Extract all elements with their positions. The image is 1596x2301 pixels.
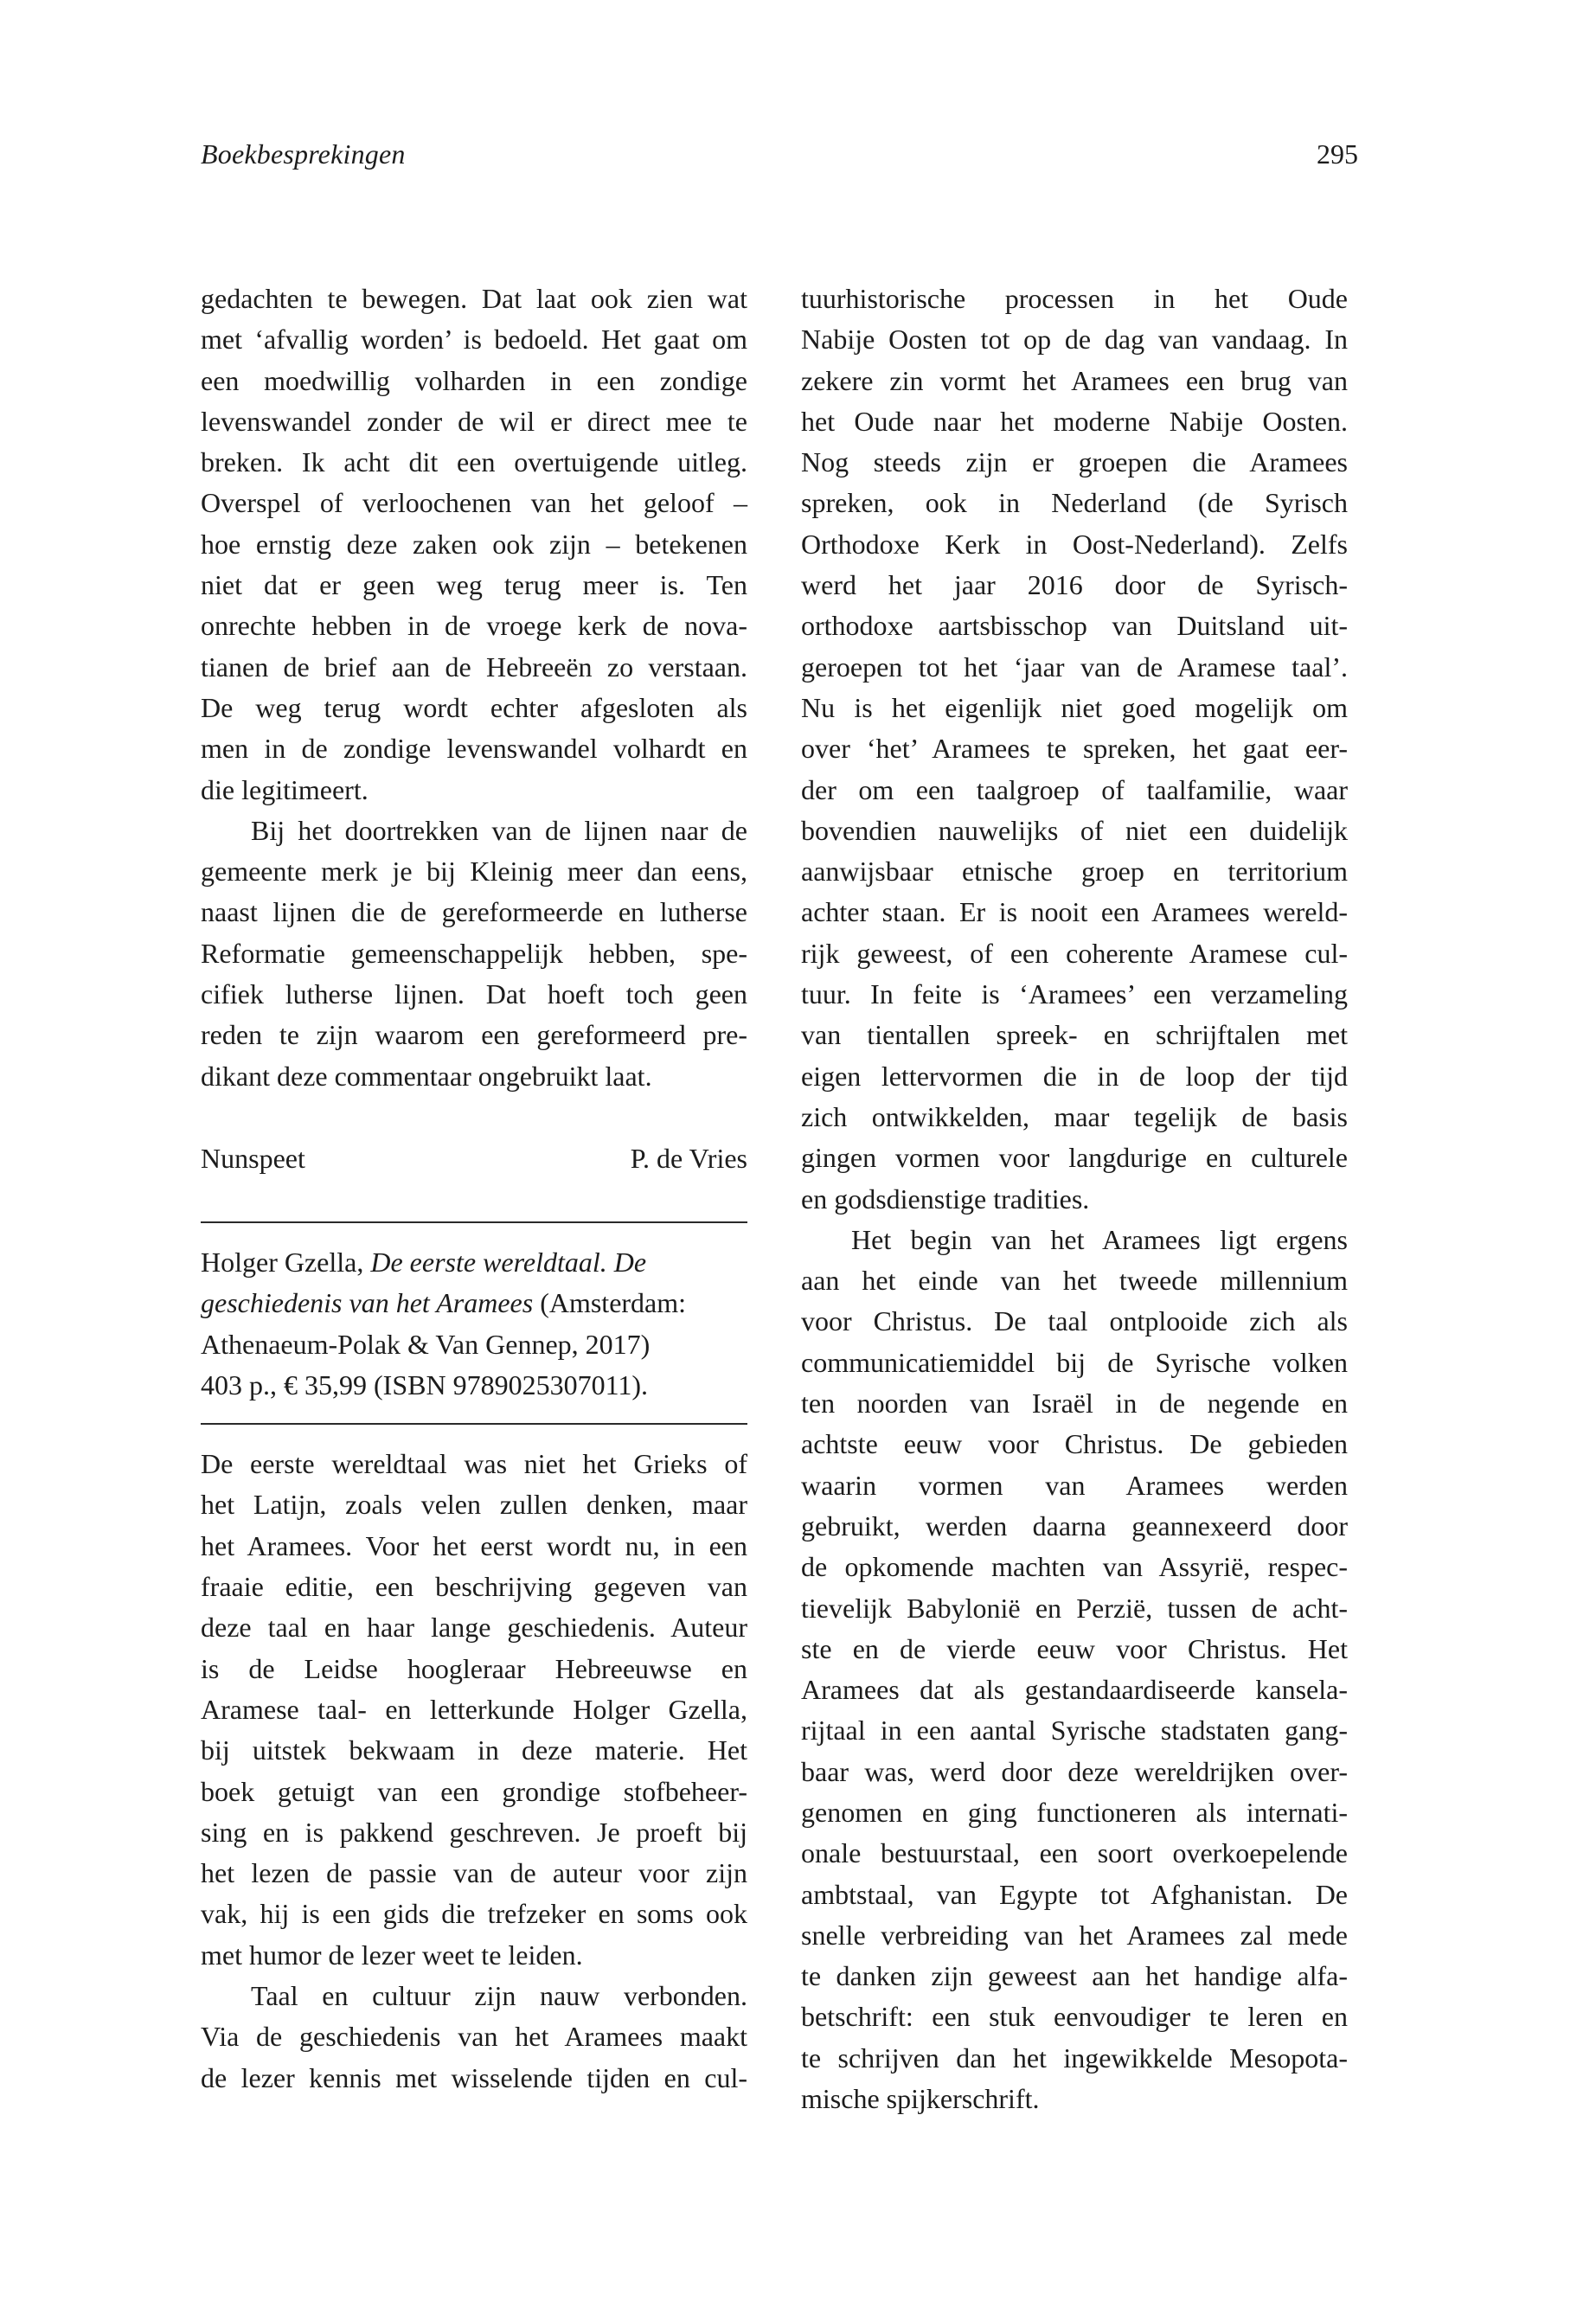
text-line: het lezen de passie van de auteur voor zijn xyxy=(201,1857,747,1889)
text-line: zich ontwikkelden, maar tegelijk de basis xyxy=(801,1100,1348,1132)
divider-bottom xyxy=(201,1423,747,1425)
text-line: een moedwillig volharden in een zondige xyxy=(201,364,747,396)
text-line: ste en de vierde eeuw voor Christus. Het xyxy=(801,1632,1348,1664)
text-line: tuurhistorische processen in het Oude xyxy=(801,283,1348,314)
bib-title-1: De eerste wereldtaal. De xyxy=(370,1246,647,1278)
text-line: vak, hij is een gids die trefzeker en soms ook xyxy=(201,1898,747,1930)
text-line: te danken zijn geweest aan het handige alfa- xyxy=(801,1960,1348,1992)
bib-line-1 xyxy=(201,1242,747,1283)
text-line: orthodoxe aartsbisschop van Duitsland uit- xyxy=(801,610,1348,642)
text-line: fraaie editie, een beschrijving gegeven van xyxy=(201,1571,747,1603)
text-line: eigen lettervormen die in de loop der tijd xyxy=(801,1060,1348,1092)
text-line: aan het einde van het tweede millennium xyxy=(801,1265,1348,1297)
text-line: die legitimeert. xyxy=(201,773,369,805)
paragraph-afvallig xyxy=(201,279,747,811)
left-column xyxy=(201,279,747,2099)
text-line: Overspel of verloochenen van het geloof – xyxy=(201,487,747,519)
text-line: cifiek lutherse lijnen. Dat hoeft toch geen xyxy=(201,978,747,1010)
text-line: der om een taalgroep of taalfamilie, waar xyxy=(801,773,1348,805)
text-line: betschrift: een stuk eenvoudiger te leren en xyxy=(801,2001,1348,2033)
text-line: onale bestuurstaal, een soort overkoepelende xyxy=(801,1837,1348,1869)
bib-author: Holger Gzella, xyxy=(201,1246,371,1278)
bib-title-2: geschiedenis van het Aramees xyxy=(201,1287,534,1319)
text-line: breken. Ik acht dit een overtuigende uitleg. xyxy=(201,446,747,478)
text-line: Aramese taal- en letterkunde Holger Gzella, xyxy=(201,1693,747,1725)
text-line: waarin vormen van Aramees werden xyxy=(801,1469,1348,1501)
page-number: 295 xyxy=(1317,138,1358,170)
text-line: Bij het doortrekken van de lijnen naar de xyxy=(251,814,747,846)
running-title: Boekbesprekingen xyxy=(201,138,406,170)
text-line: werd het jaar 2016 door de Syrisch- xyxy=(801,569,1348,601)
paragraph-cultuurhistorisch xyxy=(801,279,1348,1220)
text-line: achter staan. Er is nooit een Aramees wereld- xyxy=(801,896,1348,928)
text-line: tianen de brief aan de Hebreeën zo verstaan. xyxy=(201,651,747,683)
signature-place: Nunspeet xyxy=(201,1142,305,1174)
text-line: ten noorden van Israël in de negende en xyxy=(801,1388,1348,1420)
text-line: Taal en cultuur zijn nauw verbonden. xyxy=(251,1979,747,2011)
text-line: het Oude naar het moderne Nabije Oosten. xyxy=(801,405,1348,437)
text-line: Via de geschiedenis van het Aramees maakt xyxy=(201,2021,747,2053)
text-line: zekere zin vormt het Aramees een brug van xyxy=(801,364,1348,396)
text-line: gingen vormen voor langdurige en culturele xyxy=(801,1142,1348,1174)
review-signature xyxy=(201,1138,747,1179)
text-line: baar was, werd door deze wereldrijken over- xyxy=(801,1755,1348,1787)
text-line: naast lijnen die de gereformeerde en lutherse xyxy=(201,896,747,928)
text-line: hoe ernstig deze zaken ook zijn – betekenen xyxy=(201,528,747,560)
text-line: tuur. In feite is ‘Aramees’ een verzameling xyxy=(801,978,1348,1010)
bibliography-entry xyxy=(201,1242,747,1406)
text-line: sing en is pakkend geschreven. Je proeft bij xyxy=(201,1816,747,1848)
text-line: met ‘afvallig worden’ is bedoeld. Het gaat om xyxy=(201,324,747,356)
text-line: mische spijkerschrift. xyxy=(801,2083,1040,2115)
text-line: niet dat er geen weg terug meer is. Ten xyxy=(201,569,747,601)
text-line: en godsdienstige tradities. xyxy=(801,1183,1090,1215)
text-line: gebruikt, werden daarna geannexeerd door xyxy=(801,1509,1348,1541)
text-line: rijtaal in een aantal Syrische stadstaten gang- xyxy=(801,1715,1348,1747)
text-line: voor Christus. De taal ontplooide zich als xyxy=(801,1305,1348,1337)
paragraph-kleinig xyxy=(201,811,747,1097)
bib-details: 403 p., € 35,99 (ISBN 9789025307011). xyxy=(201,1368,649,1400)
text-line: Aramees dat als gestandaardiseerde kansela- xyxy=(801,1674,1348,1706)
paragraph-taal-cultuur xyxy=(201,1976,747,2099)
text-line: Nog steeds zijn er groepen die Aramees xyxy=(801,446,1348,478)
text-line: gemeente merk je bij Kleinig meer dan eens, xyxy=(201,856,747,888)
text-line: reden te zijn waarom een gereformeerd pre- xyxy=(201,1019,747,1051)
text-line: boek getuigt van een grondige stofbeheer- xyxy=(201,1775,747,1807)
right-column xyxy=(801,279,1348,2119)
text-line: men in de zondige levenswandel volhardt en xyxy=(201,733,747,765)
text-line: Reformatie gemeenschappelijk hebben, spe- xyxy=(201,937,747,969)
text-line: Nu is het eigenlijk niet goed mogelijk om xyxy=(801,691,1348,723)
text-line: het Latijn, zoals velen zullen denken, maar xyxy=(201,1489,747,1521)
text-line: te schrijven dan het ingewikkelde Mesopota- xyxy=(801,2041,1348,2073)
text-line: Nabije Oosten tot op de dag van vandaag. In xyxy=(801,324,1348,356)
text-line: De weg terug wordt echter afgesloten als xyxy=(201,691,747,723)
text-line: van tientallen spreek- en schrijftalen met xyxy=(801,1019,1348,1051)
text-line: aanwijsbaar etnische groep en territorium xyxy=(801,856,1348,888)
text-line: het Aramees. Voor het eerst wordt nu, in een xyxy=(201,1529,747,1561)
text-line: snelle verbreiding van het Aramees zal mede xyxy=(801,1919,1348,1951)
bib-publisher-open: (Amsterdam: xyxy=(533,1287,687,1319)
text-line: De eerste wereldtaal was niet het Grieks of xyxy=(201,1448,747,1480)
text-line: bovendien nauwelijks of niet een duidelijk xyxy=(801,814,1348,846)
text-line: achtste eeuw voor Christus. De gebieden xyxy=(801,1428,1348,1460)
text-line: dikant deze commentaar ongebruikt laat. xyxy=(201,1060,652,1092)
signature-author: P. de Vries xyxy=(630,1142,747,1174)
text-line: levenswandel zonder de wil er direct mee te xyxy=(201,405,747,437)
text-line: tievelijk Babylonië en Perzië, tussen de acht- xyxy=(801,1592,1348,1624)
text-line: is de Leidse hoogleraar Hebreeuwse en xyxy=(201,1652,747,1684)
text-line: bij uitstek bekwaam in deze materie. Het xyxy=(201,1734,747,1766)
text-line: gedachten te bewegen. Dat laat ook zien wat xyxy=(201,283,747,314)
bib-line-2 xyxy=(201,1283,747,1324)
text-line: rijk geweest, of een coherente Aramese cul- xyxy=(801,937,1348,969)
text-line: genomen en ging functioneren als internati- xyxy=(801,1796,1348,1828)
text-line: de lezer kennis met wisselende tijden en cul- xyxy=(201,2061,747,2093)
divider-top xyxy=(201,1221,747,1223)
text-line: Het begin van het Aramees ligt ergens xyxy=(851,1223,1348,1255)
text-line: geroepen tot het ‘jaar van de Aramese taal’. xyxy=(801,651,1348,683)
text-line: met humor de lezer weet te leiden. xyxy=(201,1939,583,1971)
text-line: Orthodoxe Kerk in Oost-Nederland). Zelfs xyxy=(801,528,1348,560)
text-line: deze taal en haar lange geschiedenis. Auteur xyxy=(201,1612,747,1644)
paragraph-begin-aramees xyxy=(801,1220,1348,2120)
text-line: ambtstaal, van Egypte tot Afghanistan. De xyxy=(801,1878,1348,1910)
paragraph-wereldtaal xyxy=(201,1444,747,1976)
text-line: de opkomende machten van Assyrië, respec- xyxy=(801,1551,1348,1583)
text-line: communicatiemiddel bij de Syrische volken xyxy=(801,1346,1348,1378)
bib-publisher: Athenaeum-Polak & Van Gennep, 2017) xyxy=(201,1328,651,1360)
text-line: spreken, ook in Nederland (de Syrisch xyxy=(801,487,1348,519)
text-line: onrechte hebben in de vroege kerk de nova- xyxy=(201,610,747,642)
text-line: over ‘het’ Aramees te spreken, het gaat eer- xyxy=(801,733,1348,765)
